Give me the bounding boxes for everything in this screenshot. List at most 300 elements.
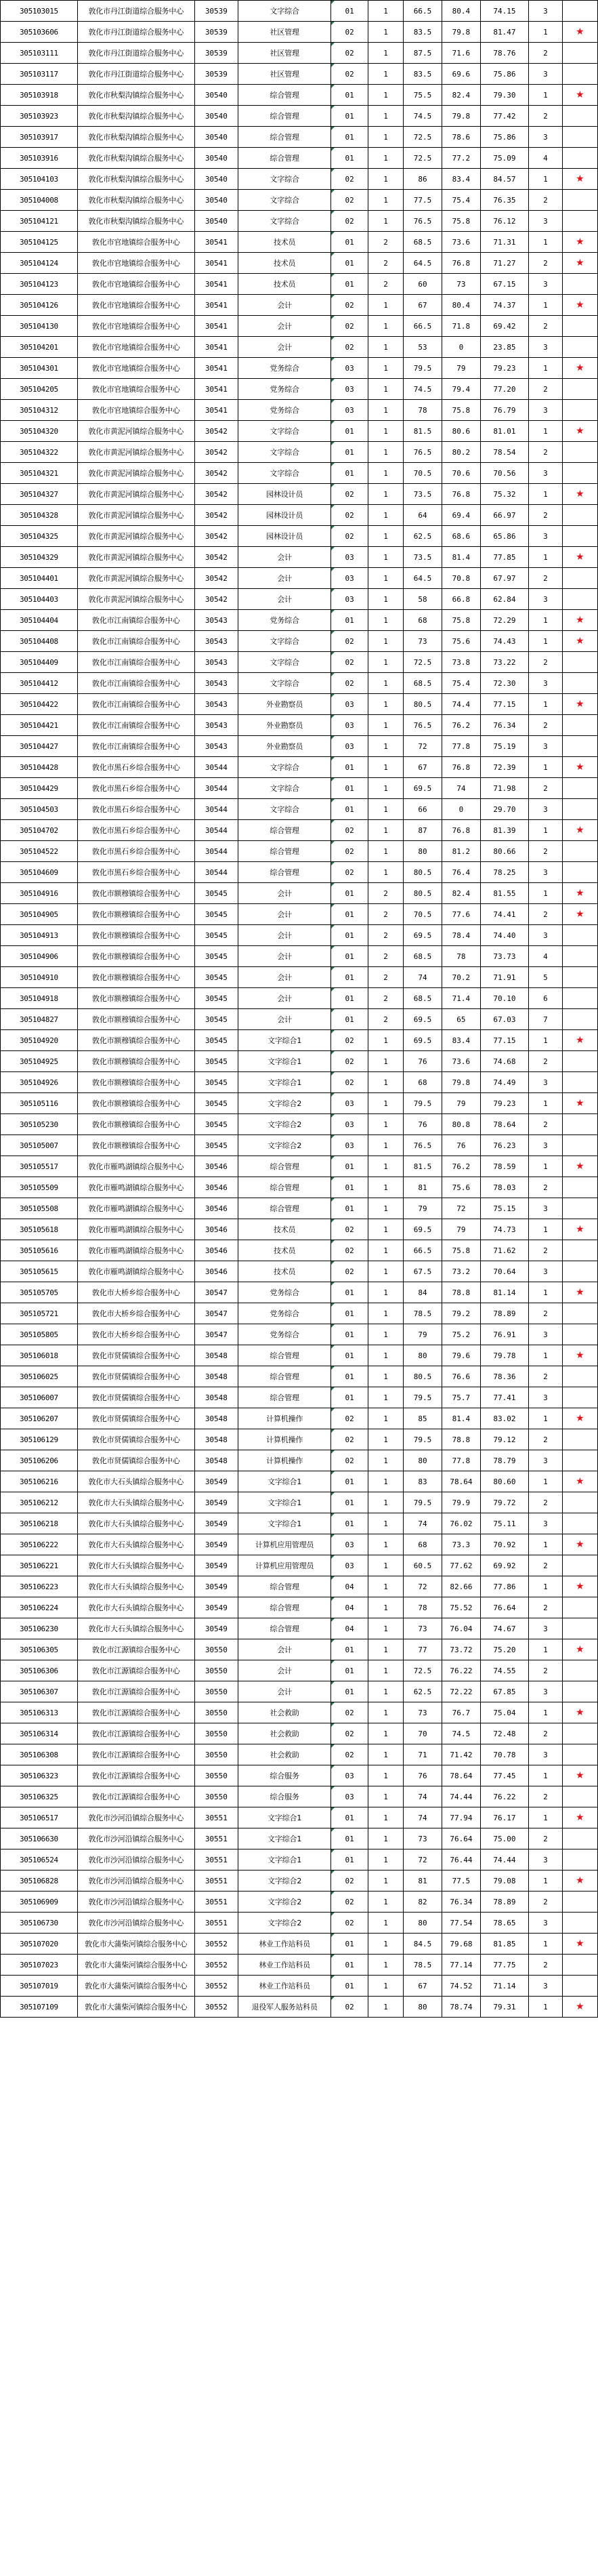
organization-cell: 敦化市官地镇综合服务中心 [77, 295, 194, 316]
mark-cell [562, 778, 597, 799]
written-score-cell: 68 [404, 1534, 442, 1555]
total-score-cell: 78.54 [480, 442, 528, 463]
position-code-cell: 01 [331, 1366, 368, 1387]
total-score-cell: 71.31 [480, 232, 528, 253]
hiring-plan-cell: 1 [368, 1156, 403, 1177]
table-row [1, 1870, 598, 1892]
position-name-cell: 计算机应用管理员 [238, 1555, 331, 1576]
unit-code-cell: 30545 [194, 1030, 238, 1051]
organization-cell: 敦化市秋梨沟镇综合服务中心 [77, 106, 194, 127]
total-score-cell: 72.48 [480, 1723, 528, 1744]
unit-code-cell: 30545 [194, 946, 238, 967]
position-name-cell: 文字综合 [238, 757, 331, 778]
interview-score-cell: 70.2 [442, 967, 480, 988]
table-row [1, 673, 598, 694]
written-score-cell: 68.5 [404, 988, 442, 1009]
unit-code-cell: 30552 [194, 1955, 238, 1976]
interview-score-cell: 75.8 [442, 610, 480, 631]
candidate-id-cell: 305106223 [1, 1576, 78, 1597]
candidate-id-cell: 305103606 [1, 22, 78, 43]
hiring-plan-cell: 1 [368, 547, 403, 568]
candidate-id-cell: 305106224 [1, 1597, 78, 1618]
written-score-cell: 60.5 [404, 1555, 442, 1576]
mark-cell [562, 1492, 597, 1513]
unit-code-cell: 30541 [194, 337, 238, 358]
table-row [1, 1177, 598, 1198]
hiring-plan-cell: 1 [368, 694, 403, 715]
table-row [1, 862, 598, 883]
position-name-cell: 社区管理 [238, 22, 331, 43]
interview-score-cell: 76.04 [442, 1618, 480, 1639]
unit-code-cell: 30540 [194, 211, 238, 232]
total-score-cell: 78.36 [480, 1366, 528, 1387]
candidate-id-cell: 305107019 [1, 1976, 78, 1997]
organization-cell: 敦化市黄泥河镇综合服务中心 [77, 463, 194, 484]
selected-star-icon: ★ [576, 1350, 584, 1361]
rank-cell: 5 [529, 967, 563, 988]
position-code-cell: 02 [331, 1870, 368, 1892]
total-score-cell: 76.64 [480, 1597, 528, 1618]
mark-cell [562, 1282, 597, 1303]
written-score-cell: 87.5 [404, 43, 442, 64]
total-score-cell: 71.62 [480, 1240, 528, 1261]
unit-code-cell: 30546 [194, 1240, 238, 1261]
written-score-cell: 78.5 [404, 1303, 442, 1324]
total-score-cell: 81.39 [480, 820, 528, 841]
candidate-id-cell: 305103117 [1, 64, 78, 85]
organization-cell: 敦化市丹江街道综合服务中心 [77, 64, 194, 85]
hiring-plan-cell: 1 [368, 316, 403, 337]
interview-score-cell: 75.8 [442, 1240, 480, 1261]
interview-score-cell: 70.8 [442, 568, 480, 589]
organization-cell: 敦化市江源镇综合服务中心 [77, 1639, 194, 1660]
total-score-cell: 77.15 [480, 1030, 528, 1051]
table-row [1, 274, 598, 295]
unit-code-cell: 30549 [194, 1555, 238, 1576]
unit-code-cell: 30544 [194, 862, 238, 883]
mark-cell [562, 127, 597, 148]
organization-cell: 敦化市官地镇综合服务中心 [77, 232, 194, 253]
table-row [1, 1681, 598, 1702]
hiring-plan-cell: 1 [368, 1828, 403, 1849]
table-row [1, 1030, 598, 1051]
hiring-plan-cell: 1 [368, 1282, 403, 1303]
total-score-cell: 74.67 [480, 1618, 528, 1639]
interview-score-cell: 75.6 [442, 1177, 480, 1198]
mark-cell [562, 1997, 597, 2018]
unit-code-cell: 30542 [194, 568, 238, 589]
organization-cell: 敦化市雁鸣湖镇综合服务中心 [77, 1198, 194, 1219]
rank-cell: 3 [529, 400, 563, 421]
table-row [1, 1892, 598, 1913]
rank-cell: 3 [529, 1618, 563, 1639]
mark-cell [562, 1219, 597, 1240]
table-row [1, 1639, 598, 1660]
written-score-cell: 72 [404, 1849, 442, 1870]
unit-code-cell: 30545 [194, 1051, 238, 1072]
interview-score-cell: 77.5 [442, 1870, 480, 1892]
position-code-cell: 01 [331, 1681, 368, 1702]
position-name-cell: 社会救助 [238, 1744, 331, 1765]
unit-code-cell: 30552 [194, 1997, 238, 2018]
interview-score-cell: 80.4 [442, 295, 480, 316]
table-row [1, 43, 598, 64]
organization-cell: 敦化市大蒲柴河镇综合服务中心 [77, 1955, 194, 1976]
mark-cell [562, 232, 597, 253]
organization-cell: 敦化市黑石乡综合服务中心 [77, 841, 194, 862]
written-score-cell: 79.5 [404, 1387, 442, 1408]
unit-code-cell: 30541 [194, 316, 238, 337]
unit-code-cell: 30540 [194, 148, 238, 169]
rank-cell: 2 [529, 190, 563, 211]
position-code-cell: 01 [331, 85, 368, 106]
interview-score-cell: 69.6 [442, 64, 480, 85]
organization-cell: 敦化市秋梨沟镇综合服务中心 [77, 85, 194, 106]
candidate-id-cell: 305104321 [1, 463, 78, 484]
position-code-cell: 01 [331, 610, 368, 631]
organization-cell: 敦化市额穆镇综合服务中心 [77, 1009, 194, 1030]
position-name-cell: 文字综合1 [238, 1471, 331, 1492]
organization-cell: 敦化市黑石乡综合服务中心 [77, 862, 194, 883]
position-name-cell: 文字综合1 [238, 1828, 331, 1849]
candidate-id-cell: 305106206 [1, 1450, 78, 1471]
mark-cell [562, 106, 597, 127]
position-code-cell: 01 [331, 1177, 368, 1198]
written-score-cell: 74 [404, 1513, 442, 1534]
position-name-cell: 社会救助 [238, 1702, 331, 1723]
position-code-cell: 01 [331, 1282, 368, 1303]
table-row [1, 463, 598, 484]
interview-score-cell: 73.8 [442, 652, 480, 673]
unit-code-cell: 30543 [194, 673, 238, 694]
mark-cell [562, 610, 597, 631]
hiring-plan-cell: 1 [368, 1471, 403, 1492]
unit-code-cell: 30542 [194, 547, 238, 568]
total-score-cell: 78.65 [480, 1913, 528, 1934]
unit-code-cell: 30543 [194, 610, 238, 631]
candidate-id-cell: 305104404 [1, 610, 78, 631]
unit-code-cell: 30549 [194, 1471, 238, 1492]
written-score-cell: 73 [404, 1702, 442, 1723]
interview-score-cell: 82.4 [442, 883, 480, 904]
position-code-cell: 01 [331, 1303, 368, 1324]
written-score-cell: 62.5 [404, 526, 442, 547]
position-code-cell: 03 [331, 568, 368, 589]
position-name-cell: 文字综合 [238, 442, 331, 463]
mark-cell [562, 1156, 597, 1177]
organization-cell: 敦化市额穆镇综合服务中心 [77, 1114, 194, 1135]
organization-cell: 敦化市贤儒镇综合服务中心 [77, 1366, 194, 1387]
hiring-plan-cell: 1 [368, 106, 403, 127]
total-score-cell: 74.49 [480, 1072, 528, 1093]
hiring-plan-cell: 1 [368, 1429, 403, 1450]
written-score-cell: 67 [404, 295, 442, 316]
rank-cell: 1 [529, 1534, 563, 1555]
mark-cell [562, 148, 597, 169]
table-row [1, 841, 598, 862]
hiring-plan-cell: 1 [368, 715, 403, 736]
candidate-id-cell: 305106129 [1, 1429, 78, 1450]
mark-cell [562, 820, 597, 841]
hiring-plan-cell: 1 [368, 505, 403, 526]
table-row [1, 1219, 598, 1240]
mark-cell [562, 505, 597, 526]
total-score-cell: 71.14 [480, 1976, 528, 1997]
total-score-cell: 78.89 [480, 1303, 528, 1324]
total-score-cell: 76.12 [480, 211, 528, 232]
written-score-cell: 84 [404, 1282, 442, 1303]
position-name-cell: 文字综合 [238, 778, 331, 799]
interview-score-cell: 77.62 [442, 1555, 480, 1576]
interview-score-cell: 76.2 [442, 1156, 480, 1177]
written-score-cell: 64 [404, 505, 442, 526]
interview-score-cell: 79.4 [442, 379, 480, 400]
total-score-cell: 71.98 [480, 778, 528, 799]
position-name-cell: 会计 [238, 589, 331, 610]
hiring-plan-cell: 2 [368, 988, 403, 1009]
position-name-cell: 外业勘察员 [238, 736, 331, 757]
candidate-id-cell: 305105509 [1, 1177, 78, 1198]
candidate-id-cell: 305104322 [1, 442, 78, 463]
position-name-cell: 技术员 [238, 232, 331, 253]
table-row [1, 421, 598, 442]
hiring-plan-cell: 1 [368, 1324, 403, 1345]
organization-cell: 敦化市大石头镇综合服务中心 [77, 1534, 194, 1555]
rank-cell: 2 [529, 43, 563, 64]
organization-cell: 敦化市黄泥河镇综合服务中心 [77, 484, 194, 505]
interview-score-cell: 76.8 [442, 253, 480, 274]
position-name-cell: 会计 [238, 883, 331, 904]
rank-cell: 1 [529, 1702, 563, 1723]
hiring-plan-cell: 1 [368, 442, 403, 463]
hiring-plan-cell: 1 [368, 1408, 403, 1429]
table-row [1, 610, 598, 631]
candidate-id-cell: 305105517 [1, 1156, 78, 1177]
unit-code-cell: 30542 [194, 505, 238, 526]
candidate-id-cell: 305105508 [1, 1198, 78, 1219]
hiring-plan-cell: 1 [368, 85, 403, 106]
written-score-cell: 68.5 [404, 946, 442, 967]
candidate-id-cell: 305106308 [1, 1744, 78, 1765]
candidate-id-cell: 305104913 [1, 925, 78, 946]
position-code-cell: 02 [331, 652, 368, 673]
mark-cell [562, 1072, 597, 1093]
organization-cell: 敦化市官地镇综合服务中心 [77, 337, 194, 358]
hiring-plan-cell: 1 [368, 1870, 403, 1892]
mark-cell [562, 1660, 597, 1681]
position-code-cell: 02 [331, 1913, 368, 1934]
unit-code-cell: 30543 [194, 715, 238, 736]
mark-cell [562, 988, 597, 1009]
table-row [1, 589, 598, 610]
position-name-cell: 综合管理 [238, 820, 331, 841]
mark-cell [562, 1807, 597, 1828]
hiring-plan-cell: 1 [368, 1219, 403, 1240]
candidate-id-cell: 305104412 [1, 673, 78, 694]
hiring-plan-cell: 1 [368, 190, 403, 211]
position-name-cell: 会计 [238, 967, 331, 988]
unit-code-cell: 30544 [194, 820, 238, 841]
mark-cell [562, 1702, 597, 1723]
table-row [1, 442, 598, 463]
selected-star-icon: ★ [576, 489, 584, 499]
mark-cell [562, 190, 597, 211]
table-row [1, 1976, 598, 1997]
unit-code-cell: 30550 [194, 1744, 238, 1765]
rank-cell: 2 [529, 1892, 563, 1913]
mark-cell [562, 253, 597, 274]
interview-score-cell: 78.6 [442, 127, 480, 148]
rank-cell: 1 [529, 1093, 563, 1114]
hiring-plan-cell: 1 [368, 1513, 403, 1534]
interview-score-cell: 76.8 [442, 820, 480, 841]
table-row [1, 505, 598, 526]
mark-cell [562, 1114, 597, 1135]
position-code-cell: 02 [331, 820, 368, 841]
rank-cell: 3 [529, 1324, 563, 1345]
organization-cell: 敦化市沙河沿镇综合服务中心 [77, 1913, 194, 1934]
written-score-cell: 77.5 [404, 190, 442, 211]
total-score-cell: 78.03 [480, 1177, 528, 1198]
position-code-cell: 01 [331, 1513, 368, 1534]
written-score-cell: 53 [404, 337, 442, 358]
position-code-cell: 01 [331, 946, 368, 967]
interview-score-cell: 74.4 [442, 694, 480, 715]
interview-score-cell: 65 [442, 1009, 480, 1030]
rank-cell: 1 [529, 1639, 563, 1660]
candidate-id-cell: 305103916 [1, 148, 78, 169]
table-row [1, 1450, 598, 1471]
position-code-cell: 02 [331, 1240, 368, 1261]
mark-cell [562, 715, 597, 736]
mark-cell [562, 673, 597, 694]
table-row [1, 211, 598, 232]
organization-cell: 敦化市大石头镇综合服务中心 [77, 1597, 194, 1618]
organization-cell: 敦化市江南镇综合服务中心 [77, 715, 194, 736]
rank-cell: 2 [529, 1555, 563, 1576]
rank-cell: 3 [529, 673, 563, 694]
selected-star-icon: ★ [576, 1035, 584, 1046]
candidate-id-cell: 305104905 [1, 904, 78, 925]
interview-score-cell: 77.8 [442, 1450, 480, 1471]
total-score-cell: 75.32 [480, 484, 528, 505]
written-score-cell: 76 [404, 1051, 442, 1072]
position-code-cell: 01 [331, 778, 368, 799]
total-score-cell: 76.22 [480, 1786, 528, 1807]
unit-code-cell: 30543 [194, 652, 238, 673]
position-name-cell: 综合管理 [238, 1177, 331, 1198]
hiring-plan-cell: 1 [368, 1492, 403, 1513]
position-name-cell: 会计 [238, 904, 331, 925]
position-code-cell: 01 [331, 274, 368, 295]
organization-cell: 敦化市大石头镇综合服务中心 [77, 1555, 194, 1576]
position-code-cell: 03 [331, 694, 368, 715]
selected-star-icon: ★ [576, 1812, 584, 1823]
written-score-cell: 68.5 [404, 232, 442, 253]
mark-cell [562, 85, 597, 106]
candidate-id-cell: 305104329 [1, 547, 78, 568]
mark-cell [562, 967, 597, 988]
interview-score-cell: 71.4 [442, 988, 480, 1009]
table-row [1, 799, 598, 820]
position-name-cell: 文字综合 [238, 211, 331, 232]
interview-score-cell: 78.8 [442, 1429, 480, 1450]
selected-star-icon: ★ [576, 1098, 584, 1109]
total-score-cell: 80.66 [480, 841, 528, 862]
position-name-cell: 社区管理 [238, 43, 331, 64]
candidate-id-cell: 305105116 [1, 1093, 78, 1114]
rank-cell: 7 [529, 1009, 563, 1030]
hiring-plan-cell: 1 [368, 1177, 403, 1198]
total-score-cell: 79.08 [480, 1870, 528, 1892]
total-score-cell: 74.43 [480, 631, 528, 652]
candidate-id-cell: 305105721 [1, 1303, 78, 1324]
organization-cell: 敦化市大石头镇综合服务中心 [77, 1576, 194, 1597]
interview-score-cell: 66.8 [442, 589, 480, 610]
candidate-id-cell: 305103917 [1, 127, 78, 148]
rank-cell: 3 [529, 1198, 563, 1219]
candidate-id-cell: 305104201 [1, 337, 78, 358]
mark-cell [562, 1934, 597, 1955]
position-code-cell: 01 [331, 1345, 368, 1366]
interview-score-cell: 76.22 [442, 1660, 480, 1681]
position-name-cell: 计算机应用管理员 [238, 1534, 331, 1555]
position-code-cell: 02 [331, 1997, 368, 2018]
interview-score-cell: 75.8 [442, 400, 480, 421]
written-score-cell: 72.5 [404, 127, 442, 148]
written-score-cell: 67.5 [404, 1261, 442, 1282]
total-score-cell: 67.15 [480, 274, 528, 295]
total-score-cell: 75.00 [480, 1828, 528, 1849]
total-score-cell: 75.20 [480, 1639, 528, 1660]
candidate-id-cell: 305106730 [1, 1913, 78, 1934]
position-code-cell: 03 [331, 1534, 368, 1555]
position-name-cell: 综合管理 [238, 1366, 331, 1387]
table-row [1, 1513, 598, 1534]
rank-cell: 3 [529, 736, 563, 757]
position-code-cell: 01 [331, 1492, 368, 1513]
interview-score-cell: 79 [442, 1093, 480, 1114]
position-name-cell: 文字综合2 [238, 1913, 331, 1934]
candidate-id-cell: 305104320 [1, 421, 78, 442]
mark-cell [562, 1030, 597, 1051]
written-score-cell: 80.5 [404, 862, 442, 883]
mark-cell [562, 1366, 597, 1387]
unit-code-cell: 30544 [194, 841, 238, 862]
hiring-plan-cell: 1 [368, 568, 403, 589]
unit-code-cell: 30546 [194, 1156, 238, 1177]
total-score-cell: 78.79 [480, 1450, 528, 1471]
hiring-plan-cell: 1 [368, 295, 403, 316]
interview-score-cell: 76.4 [442, 862, 480, 883]
written-score-cell: 79.5 [404, 1093, 442, 1114]
rank-cell: 2 [529, 442, 563, 463]
position-name-cell: 党务综合 [238, 400, 331, 421]
position-name-cell: 文字综合 [238, 652, 331, 673]
written-score-cell: 73.5 [404, 484, 442, 505]
table-row [1, 1576, 598, 1597]
mark-cell [562, 358, 597, 379]
rank-cell: 2 [529, 778, 563, 799]
candidate-id-cell: 305104503 [1, 799, 78, 820]
position-name-cell: 会计 [238, 568, 331, 589]
candidate-id-cell: 305103111 [1, 43, 78, 64]
hiring-plan-cell: 1 [368, 22, 403, 43]
position-code-cell: 01 [331, 106, 368, 127]
total-score-cell: 77.75 [480, 1955, 528, 1976]
candidate-id-cell: 305104403 [1, 589, 78, 610]
hiring-plan-cell: 1 [368, 1555, 403, 1576]
